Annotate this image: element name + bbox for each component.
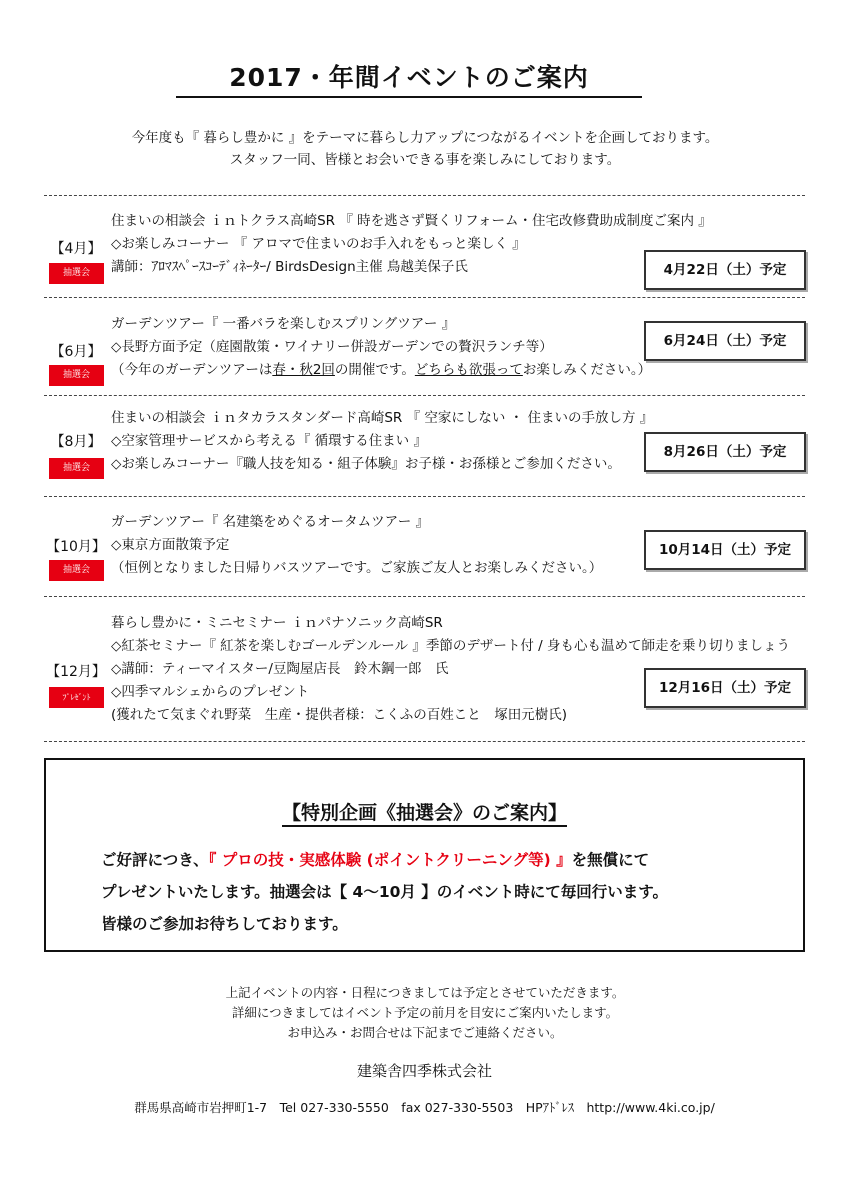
present-badge: ﾌﾟﾚｾﾞﾝﾄ	[49, 687, 104, 708]
event-october	[44, 511, 805, 591]
event-line: 講師：ｱﾛﾏｽﾍﾟｰｽｺｰﾃﾞｨﾈｰﾀｰ/ BirdsDesign主催 鳥越美保子氏	[111, 259, 468, 275]
event-line: (獲れたて気まぐれ野菜 生産・提供者様：こくふの百姓こと 塚田元樹氏)	[111, 707, 568, 723]
event-date-box: 4月22日（土）予定	[644, 250, 806, 290]
event-line: ガーデンツアー『 一番バラを楽しむスプリングツアー 』	[111, 316, 456, 332]
event-details	[111, 313, 651, 382]
event-line: ◇お楽しみコーナー 『 アロマで住まいのお手入れをもっと楽しく 』	[111, 236, 526, 252]
event-line: ◇四季マルシェからのプレゼント	[111, 684, 310, 700]
event-december	[44, 612, 805, 737]
event-june	[44, 313, 805, 393]
footer-line: 詳細につきましてはイベント予定の前月を目安にご案内いたします。	[231, 1005, 619, 1020]
special-title: 【特別企画《抽選会》のご案内】	[282, 802, 567, 827]
company-name: 建築舎四季株式会社	[356, 1062, 492, 1080]
special-line-1: ご好評につき、『 プロの技・実感体験 (ポイントクリーニング等) 』を無償にて	[101, 851, 650, 869]
divider	[44, 395, 805, 396]
event-line: ◇お楽しみコーナー『職人技を知る・組子体験』お子様・お孫様とご参加ください。	[111, 456, 621, 472]
event-line: ガーデンツアー『 名建築をめぐるオータムツアー 』	[111, 514, 430, 530]
event-date-box: 10月14日（土）予定	[644, 530, 806, 570]
event-month: 【6月】	[50, 344, 102, 360]
event-august	[44, 407, 805, 487]
lottery-badge: 抽選会	[49, 560, 104, 581]
event-details	[111, 511, 602, 580]
event-line: ◇空家管理サービスから考える『 循環する住まい 』	[111, 433, 427, 449]
event-line: ◇東京方面散策予定	[111, 537, 230, 553]
intro-text	[60, 127, 790, 171]
lottery-badge: 抽選会	[49, 365, 104, 386]
company-address: 群馬県高崎市岩押町1-7 Tel 027-330-5550 fax 027-330-5503 HPｱﾄﾞﾚｽ http://www.4ki.co.jp/	[134, 1100, 715, 1115]
divider	[44, 741, 805, 742]
footer-line: お申込み・お問合せは下記までご連絡ください。	[287, 1025, 563, 1040]
event-date-box: 12月16日（土）予定	[644, 668, 806, 708]
event-month: 【12月】	[46, 664, 106, 680]
event-note: （今年のガーデンツアーは春・秋2回の開催です。どちらも欲張ってお楽しみください。）	[111, 362, 652, 378]
event-april	[44, 210, 805, 295]
divider	[44, 297, 805, 298]
event-line: 住まいの相談会 ｉｎトクラス高崎SR 『 時を逃さず賢くリフォーム・住宅改修費助成制度ご案内 』	[111, 213, 712, 229]
divider	[44, 496, 805, 497]
event-line: ◇紅茶セミナー『 紅茶を楽しむゴールデンルール 』季節のデザート付 / 身も心も温めて師走を乗り切りましょう	[111, 638, 790, 654]
special-lottery-box	[44, 758, 805, 952]
page-title: 2017・年間イベントのご案内	[176, 62, 642, 98]
intro-line-2: スタッフ一同、皆様とお会いできる事を楽しみにしております。	[229, 152, 621, 168]
event-details	[111, 407, 653, 476]
lottery-badge: 抽選会	[49, 263, 104, 284]
footer-line: 上記イベントの内容・日程につきましては予定とさせていただきます。	[225, 985, 625, 1000]
event-line: （恒例となりました日帰りバスツアーです。ご家族ご友人とお楽しみください。）	[111, 560, 603, 576]
footer-notes	[60, 983, 790, 1043]
event-month: 【10月】	[46, 539, 106, 555]
intro-line-1: 今年度も『 暮らし豊かに 』をテーマに暮らし力アップにつながるイベントを企画しております。	[131, 130, 719, 146]
special-body	[101, 844, 668, 940]
event-date-box: 8月26日（土）予定	[644, 432, 806, 472]
event-month: 【8月】	[50, 434, 102, 450]
special-line-2: プレゼントいたします。抽選会は【 4～10月 】のイベント時にて毎回行います。	[101, 883, 669, 901]
special-highlight: 『 プロの技・実感体験 (ポイントクリーニング等) 』	[208, 851, 572, 869]
event-line: 住まいの相談会 ｉｎタカラスタンダード高崎SR 『 空家にしない ・ 住まいの手放し方 』	[111, 410, 654, 426]
event-date-box: 6月24日（土）予定	[644, 321, 806, 361]
event-month: 【4月】	[50, 241, 102, 257]
lottery-badge: 抽選会	[49, 458, 104, 479]
event-line: 暮らし豊かに・ミニセミナー ｉｎパナソニック高崎SR	[111, 615, 443, 631]
event-line: ◇長野方面予定（庭園散策・ワイナリー併設ガーデンでの贅沢ランチ等）	[111, 339, 553, 355]
event-line: ◇講師：ティーマイスター/豆陶屋店長 鈴木鋼一郎 氏	[111, 661, 449, 677]
special-line-3: 皆様のご参加お待ちしております。	[101, 915, 348, 933]
divider	[44, 195, 805, 196]
event-details	[111, 210, 712, 279]
divider	[44, 596, 805, 597]
